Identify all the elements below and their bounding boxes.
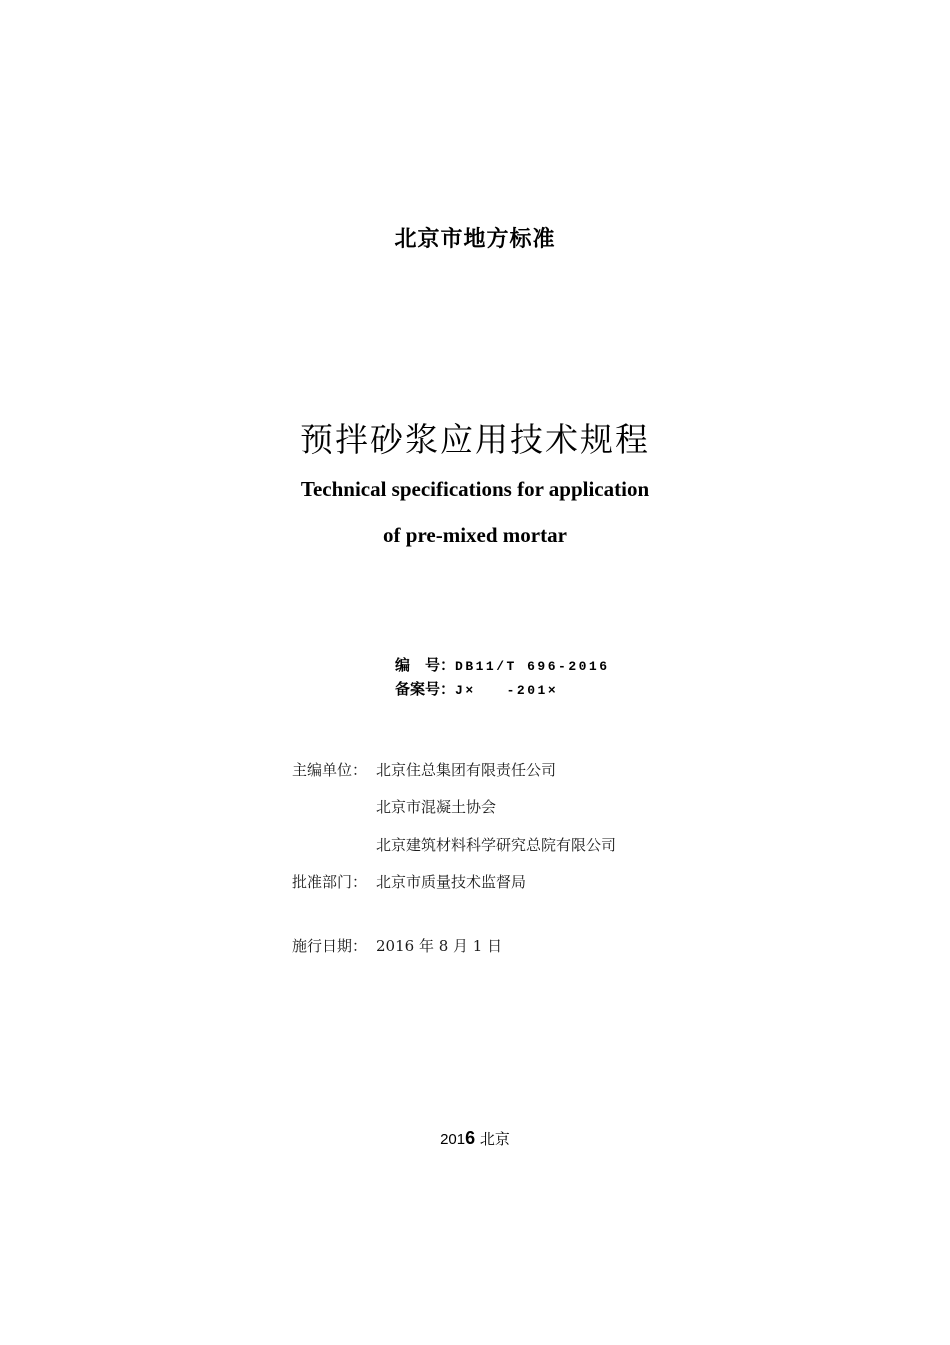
document-title-en-line2: of pre-mixed mortar [383, 523, 567, 547]
publication-city: 北京 [479, 1130, 510, 1148]
standard-number-label: 编 号： [395, 656, 456, 674]
standard-type-heading: 北京市地方标准 [394, 227, 556, 252]
filing-number-label: 备案号： [395, 680, 456, 698]
effective-date-label: 施行日期： [292, 937, 368, 955]
chief-editor-label: 主编单位： [292, 761, 368, 779]
publication-footer [0, 1128, 950, 1149]
approval-dept-value: 北京市质量技术监督局 [376, 873, 527, 891]
chief-editor-unit-3: 北京建筑材料科学研究总院有限公司 [376, 836, 617, 854]
chief-editor-unit-2: 北京市混凝土协会 [376, 798, 497, 816]
approval-dept-label: 批准部门： [292, 873, 368, 891]
chief-editor-unit-1: 北京住总集团有限责任公司 [376, 761, 557, 779]
filing-number [395, 678, 558, 699]
filing-number-value: J× -201× [455, 683, 559, 698]
standard-number-value: DB11/T 696-2016 [455, 659, 610, 674]
publication-year-suffix: 6 [465, 1128, 476, 1148]
publication-year-prefix: 201 [440, 1131, 466, 1148]
document-title-cn: 预拌砂浆应用技术规程 [300, 420, 650, 459]
standard-number [395, 654, 610, 675]
effective-date-value: 2016 年 8 月 1 日 [376, 937, 503, 955]
document-title-en-line1: Technical specifications for application [300, 477, 650, 501]
